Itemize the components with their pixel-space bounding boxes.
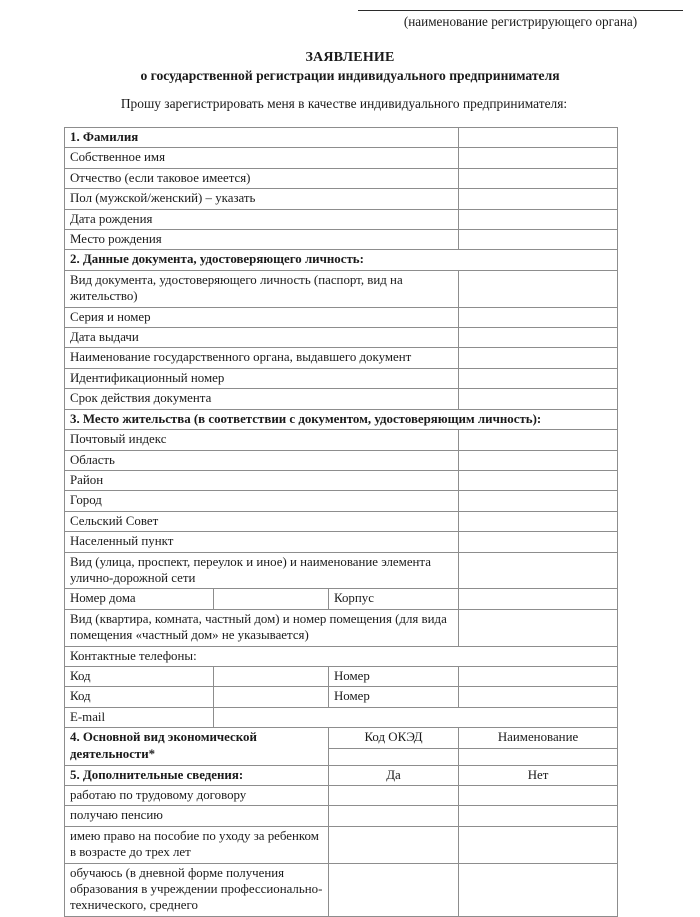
row-label-document-validity: Срок действия документа	[65, 389, 459, 409]
row-label-phone-number-2: Номер	[329, 687, 459, 707]
table-row	[65, 863, 618, 916]
row-value-district[interactable]	[459, 470, 618, 490]
signature-rule	[358, 10, 683, 11]
table-row	[65, 765, 618, 785]
row-value-birth-date[interactable]	[459, 209, 618, 229]
table-row	[65, 491, 618, 511]
row-value-pension-no[interactable]	[459, 806, 618, 826]
row-value-document-type[interactable]	[459, 270, 618, 307]
subsection-heading-contact-phones: Контактные телефоны:	[65, 646, 618, 666]
row-label-full-time-study: обучаюсь (в дневной форме получения образования в учреждении профессионально-технического, среднего	[65, 863, 329, 916]
row-value-activity-name[interactable]	[459, 748, 618, 765]
row-value-house-number[interactable]	[214, 589, 329, 609]
row-value-phone-code-2[interactable]	[214, 687, 329, 707]
row-value-okved-code[interactable]	[329, 748, 459, 765]
row-value-document-validity[interactable]	[459, 389, 618, 409]
row-value-surname[interactable]	[459, 128, 618, 148]
row-label-birth-date: Дата рождения	[65, 209, 459, 229]
row-value-settlement[interactable]	[459, 532, 618, 552]
row-label-surname: 1. Фамилия	[65, 128, 459, 148]
row-label-house-number: Номер дома	[65, 589, 214, 609]
row-label-pension: получаю пенсию	[65, 806, 329, 826]
table-row	[65, 209, 618, 229]
table-row	[65, 348, 618, 368]
table-row	[65, 368, 618, 388]
row-value-phone-number-1[interactable]	[459, 666, 618, 686]
table-row	[65, 189, 618, 209]
table-row	[65, 646, 618, 666]
row-value-given-name[interactable]	[459, 148, 618, 168]
table-row	[65, 148, 618, 168]
row-value-full-time-study-no[interactable]	[459, 863, 618, 916]
column-header-okved-code: Код ОКЭД	[329, 728, 459, 748]
table-row	[65, 389, 618, 409]
row-value-issue-date[interactable]	[459, 328, 618, 348]
row-label-region: Область	[65, 450, 459, 470]
table-row	[65, 786, 618, 806]
column-header-no: Нет	[459, 765, 618, 785]
row-label-series-number: Серия и номер	[65, 307, 459, 327]
table-row	[65, 230, 618, 250]
row-value-city[interactable]	[459, 491, 618, 511]
table-row	[65, 307, 618, 327]
table-row	[65, 409, 618, 429]
row-label-gender: Пол (мужской/женский) – указать	[65, 189, 459, 209]
table-row	[65, 532, 618, 552]
row-value-building[interactable]	[459, 589, 618, 609]
column-header-activity-name: Наименование	[459, 728, 618, 748]
table-row	[65, 450, 618, 470]
row-value-full-time-study-yes[interactable]	[329, 863, 459, 916]
row-label-employment-contract: работаю по трудовому договору	[65, 786, 329, 806]
registering-authority-block	[358, 10, 683, 30]
row-label-phone-code-1: Код	[65, 666, 214, 686]
row-label-issue-date: Дата выдачи	[65, 328, 459, 348]
row-label-district: Район	[65, 470, 459, 490]
row-label-phone-number-1: Номер	[329, 666, 459, 686]
row-label-issuing-authority: Наименование государственного органа, выдавшего документ	[65, 348, 459, 368]
table-row	[65, 806, 618, 826]
table-row	[65, 589, 618, 609]
row-value-gender[interactable]	[459, 189, 618, 209]
row-value-patronymic[interactable]	[459, 168, 618, 188]
row-label-city: Город	[65, 491, 459, 511]
row-label-phone-code-2: Код	[65, 687, 214, 707]
row-value-pension-yes[interactable]	[329, 806, 459, 826]
table-row	[65, 430, 618, 450]
row-label-email: E-mail	[65, 707, 214, 727]
row-label-postal-code: Почтовый индекс	[65, 430, 459, 450]
table-row	[65, 128, 618, 148]
row-label-given-name: Собственное имя	[65, 148, 459, 168]
row-label-document-type: Вид документа, удостоверяющего личность (паспорт, вид на жительство)	[65, 270, 459, 307]
section-heading-additional-info: 5. Дополнительные сведения:	[65, 765, 329, 785]
row-value-postal-code[interactable]	[459, 430, 618, 450]
row-value-phone-code-1[interactable]	[214, 666, 329, 686]
table-row	[65, 250, 618, 270]
table-row	[65, 666, 618, 686]
row-value-childcare-allowance-yes[interactable]	[329, 826, 459, 863]
document-subtitle: о государственной регистрации индивидуального предпринимателя	[140, 68, 560, 83]
column-header-yes: Да	[329, 765, 459, 785]
section-heading-identity-document: 2. Данные документа, удостоверяющего личность:	[65, 250, 618, 270]
row-value-premises-type-number[interactable]	[459, 609, 618, 646]
row-label-patronymic: Отчество (если таковое имеется)	[65, 168, 459, 188]
table-row	[65, 168, 618, 188]
table-row	[65, 707, 618, 727]
document-title: ЗАЯВЛЕНИЕ	[305, 50, 395, 65]
row-label-birth-place: Место рождения	[65, 230, 459, 250]
table-row	[65, 728, 618, 748]
table-row	[65, 328, 618, 348]
row-value-email[interactable]	[214, 707, 618, 727]
intro-paragraph: Прошу зарегистрировать меня в качестве индивидуального предпринимателя:	[120, 96, 568, 111]
table-row	[65, 270, 618, 307]
section-heading-residence: 3. Место жительства (в соответствии с документом, удостоверяющим личность):	[65, 409, 618, 429]
row-value-street-type-name[interactable]	[459, 552, 618, 589]
row-value-identification-number[interactable]	[459, 368, 618, 388]
row-value-village-council[interactable]	[459, 511, 618, 531]
row-value-phone-number-2[interactable]	[459, 687, 618, 707]
row-value-birth-place[interactable]	[459, 230, 618, 250]
row-label-childcare-allowance: имею право на пособие по уходу за ребенком в возрасте до трех лет	[65, 826, 329, 863]
row-value-series-number[interactable]	[459, 307, 618, 327]
row-label-village-council: Сельский Совет	[65, 511, 459, 531]
table-row	[65, 470, 618, 490]
row-value-region[interactable]	[459, 450, 618, 470]
application-form-table	[64, 127, 618, 917]
row-label-street-type-name: Вид (улица, проспект, переулок и иное) и наименование элемента улично-дорожной сети	[65, 552, 459, 589]
row-label-premises-type-number: Вид (квартира, комната, частный дом) и номер помещения (для вида помещения «частный дом» не указывается)	[65, 609, 459, 646]
table-row	[65, 826, 618, 863]
table-row	[65, 552, 618, 589]
table-row	[65, 511, 618, 531]
registering-authority-caption: (наименование регистрирующего органа)	[403, 14, 638, 29]
row-value-childcare-allowance-no[interactable]	[459, 826, 618, 863]
table-row	[65, 609, 618, 646]
table-row	[65, 687, 618, 707]
row-value-issuing-authority[interactable]	[459, 348, 618, 368]
row-value-employment-contract-yes[interactable]	[329, 786, 459, 806]
row-label-settlement: Населенный пункт	[65, 532, 459, 552]
row-value-employment-contract-no[interactable]	[459, 786, 618, 806]
row-label-identification-number: Идентификационный номер	[65, 368, 459, 388]
row-label-building: Корпус	[329, 589, 459, 609]
section-heading-economic-activity: 4. Основной вид экономической деятельности*	[65, 728, 329, 765]
